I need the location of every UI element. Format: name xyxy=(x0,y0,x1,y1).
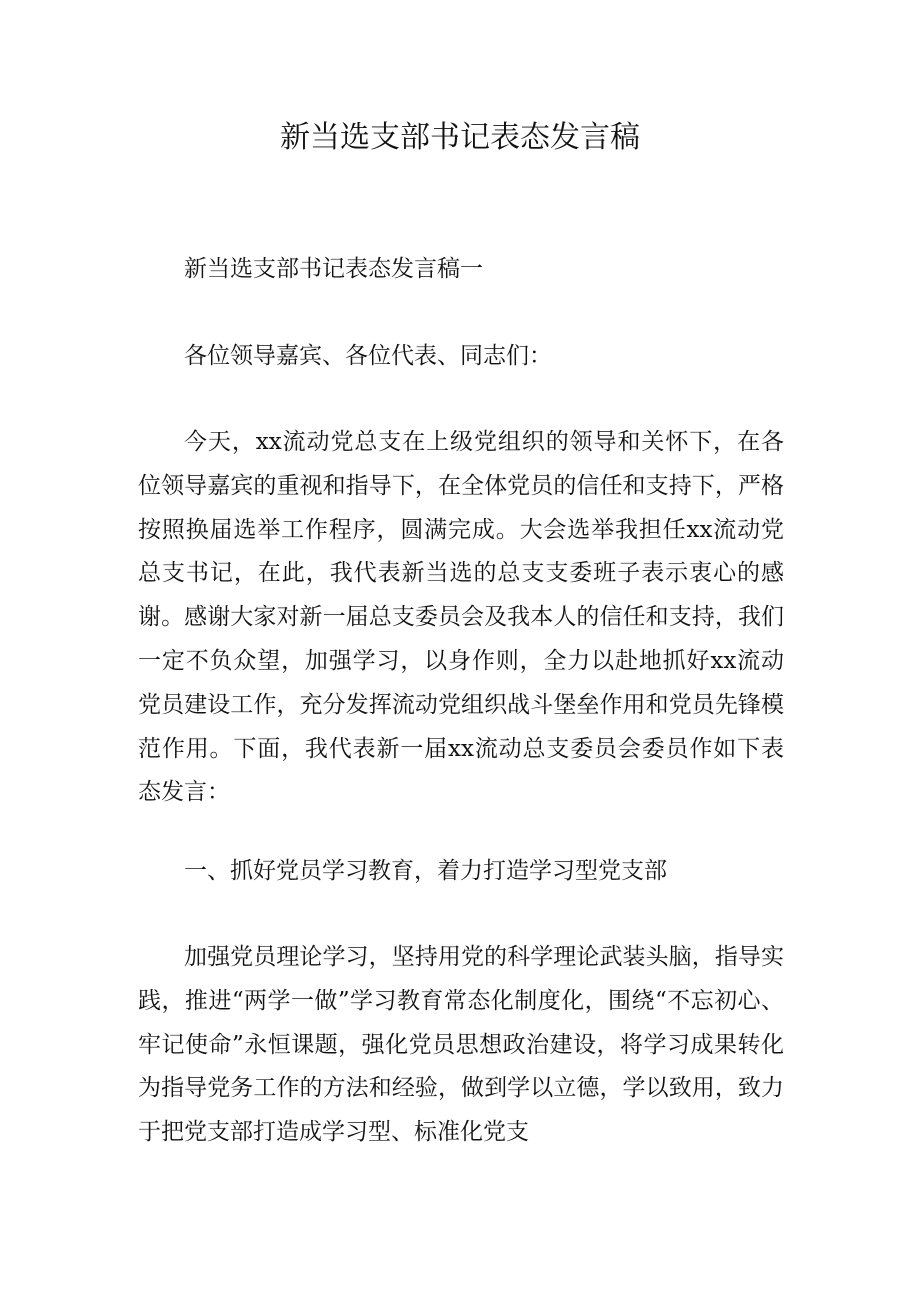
greeting-paragraph: 各位领导嘉宾、各位代表、同志们： xyxy=(184,343,552,369)
intro-paragraph: 今天，xx流动党总支在上级党组织的领导和关怀下，在各位领导嘉宾的重视和指导下，在全体党员的信任和支持下，严格按照换届选举工作程序，圆满完成。大会选举我担任xx流动党总支书记，在此，我代表新当选的总支支委班子表示衷心的感谢。感谢大家对新一届总支委员会及我本人的信任和支持，我们一定不负众望，加强学习，以身作则，全力以赴地抓好xx流动党员建设工作，充分发挥流动党组织战斗堡垒作用和党员先锋模范作用。下面，我代表新一届xx流动总支委员会委员作如下表态发言： xyxy=(138,429,784,806)
section-heading-1: 一、抓好党员学习教育，着力打造学习型党支部 xyxy=(184,858,667,884)
section-subtitle: 新当选支部书记表态发言稿一 xyxy=(184,256,483,282)
section-body-1: 加强党员理论学习，坚持用党的科学理论武装头脑，指导实践，推进“两学一做”学习教育常态化制度化，围绕“不忘初心、牢记使命”永恒课题，强化党员思想政治建设，将学习成果转化为指导党务工作的方法和经验，做到学以立德，学以致用，致力于把党支部打造成学习型、标准化党支 xyxy=(138,944,784,1146)
document-title: 新当选支部书记表态发言稿 xyxy=(280,120,640,155)
